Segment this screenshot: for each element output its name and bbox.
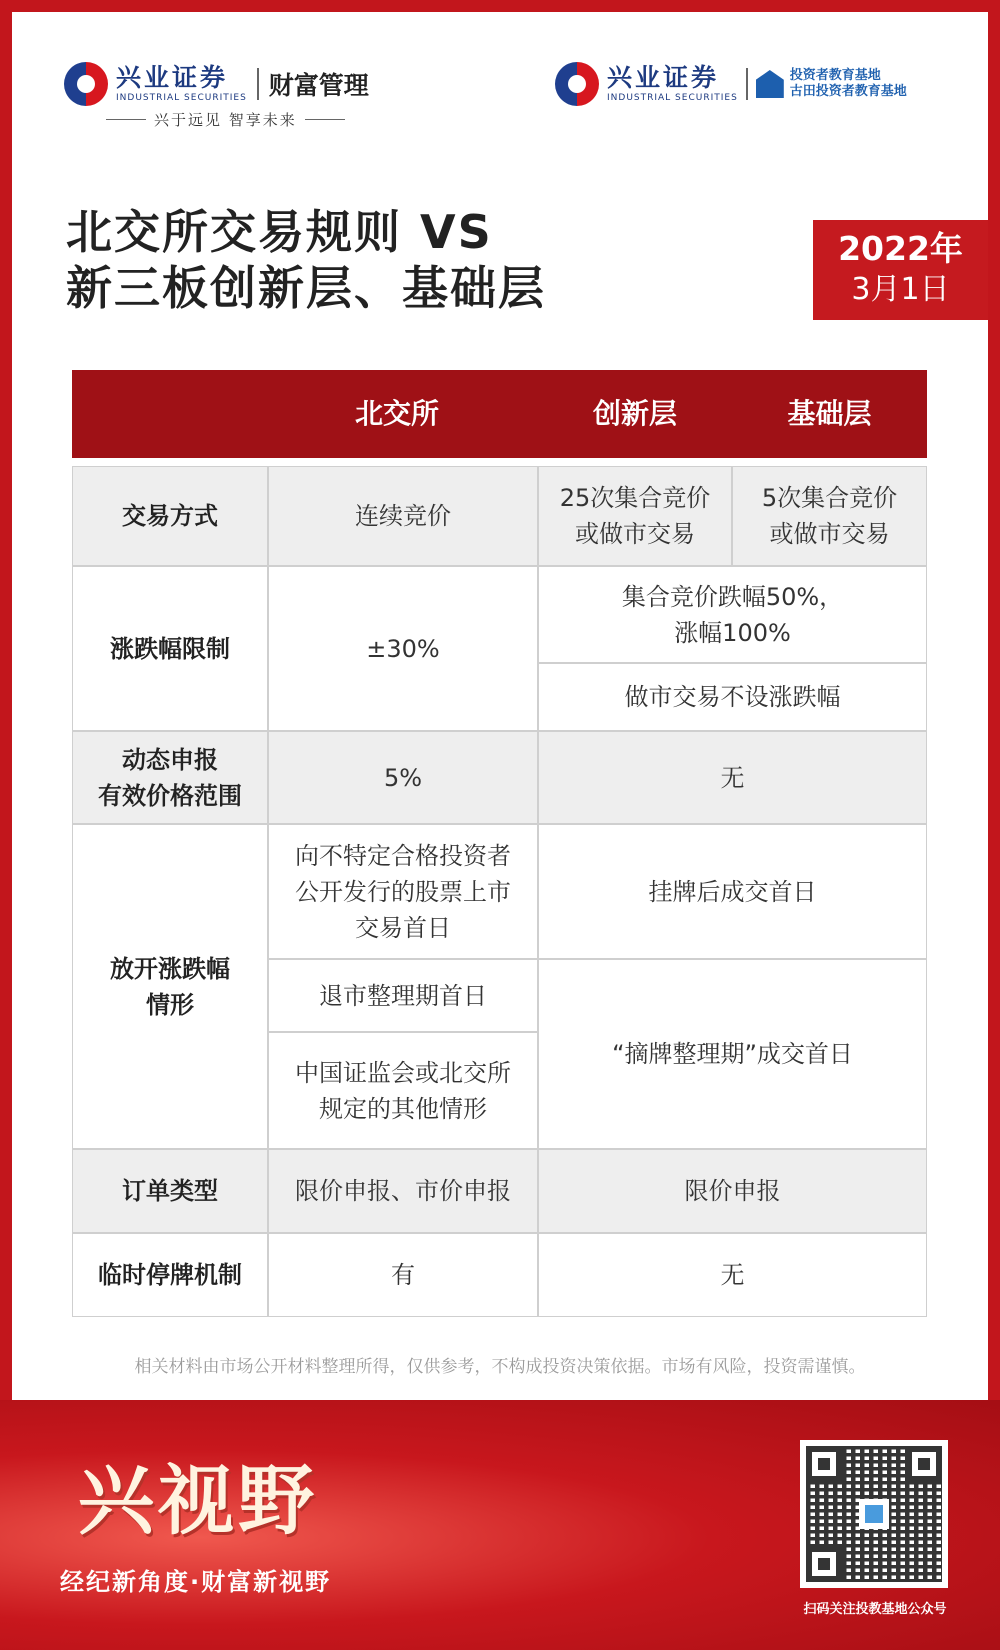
education-base-icon xyxy=(756,70,784,98)
cell-bse-release-other: 中国证监会或北交所 规定的其他情形 xyxy=(268,1032,538,1149)
cell-bse-trading-method: 连续竞价 xyxy=(268,466,538,566)
page-title: 北交所交易规则 VS 新三板创新层、基础层 xyxy=(66,205,546,315)
company-logo-icon xyxy=(555,62,599,106)
column-header-bse: 北交所 xyxy=(354,397,439,430)
logo-divider xyxy=(746,68,748,100)
company-name-english: INDUSTRIAL SECURITIES xyxy=(607,93,738,103)
company-name-english: INDUSTRIAL SECURITIES xyxy=(116,93,247,103)
cell-neeq-price-limit-auction: 集合竞价跌幅50%， 涨幅100% xyxy=(538,566,927,663)
qr-finder xyxy=(806,1546,842,1582)
cell-bse-price-limit: ±30% xyxy=(268,566,538,731)
cell-basic-trading-method: 5次集合竞价 或做市交易 xyxy=(732,466,927,566)
logo-divider xyxy=(257,68,259,100)
cell-bse-halt: 有 xyxy=(268,1233,538,1317)
cell-bse-order-type: 限价申报、市价申报 xyxy=(268,1149,538,1233)
date-badge: 2022年 3月1日 xyxy=(813,220,988,320)
company-logo-icon xyxy=(64,62,108,106)
company-logo-left xyxy=(64,62,369,106)
qr-finder xyxy=(906,1446,942,1482)
qr-finder xyxy=(806,1446,842,1482)
row-label-trading-method: 交易方式 xyxy=(72,466,268,566)
row-label-order-type: 订单类型 xyxy=(72,1149,268,1233)
cell-neeq-release-delisting: “摘牌整理期”成交首日 xyxy=(538,959,927,1149)
education-base-line2: 古田投资者教育基地 xyxy=(789,84,907,99)
qr-caption: 扫码关注投教基地公众号 xyxy=(803,1602,947,1617)
slogan: 兴于远见 智享未来 xyxy=(98,109,353,130)
row-label-price-limit: 涨跌幅限制 xyxy=(72,566,268,731)
cell-neeq-order-type: 限价申报 xyxy=(538,1149,927,1233)
qr-code[interactable] xyxy=(800,1440,948,1588)
column-header-innovation: 创新层 xyxy=(592,397,677,430)
column-header-basic: 基础层 xyxy=(787,397,872,430)
cell-neeq-halt: 无 xyxy=(538,1233,927,1317)
company-name: 兴业证券 xyxy=(116,63,229,92)
education-base-line1: 投资者教育基地 xyxy=(789,68,881,83)
footer-brand: 兴视野 xyxy=(78,1456,318,1545)
qr-center-logo-icon xyxy=(859,1499,889,1529)
table-header-row xyxy=(72,370,927,458)
row-label-halt: 临时停牌机制 xyxy=(72,1233,268,1317)
wealth-management-label: 财富管理 xyxy=(268,71,369,100)
disclaimer: 相关材料由市场公开材料整理所得，仅供参考，不构成投资决策依据。市场有风险，投资需谨慎。 xyxy=(134,1357,866,1377)
cell-neeq-price-limit-market-making: 做市交易不设涨跌幅 xyxy=(538,663,927,731)
company-logo-right xyxy=(555,62,907,106)
cell-neeq-dynamic-range: 无 xyxy=(538,731,927,824)
cell-innovation-trading-method: 25次集合竞价 或做市交易 xyxy=(538,466,732,566)
footer-tagline: 经纪新角度·财富新视野 xyxy=(60,1568,332,1596)
row-label-dynamic-range: 动态申报 有效价格范围 xyxy=(72,731,268,824)
cell-neeq-release-first-trade: 挂牌后成交首日 xyxy=(538,824,927,959)
row-label-release-limit: 放开涨跌幅 情形 xyxy=(72,824,268,1149)
cell-bse-release-listing-day: 向不特定合格投资者 公开发行的股票上市 交易首日 xyxy=(268,824,538,959)
cell-bse-release-delisting: 退市整理期首日 xyxy=(268,959,538,1032)
cell-bse-dynamic-range: 5% xyxy=(268,731,538,824)
company-name: 兴业证券 xyxy=(607,63,720,92)
